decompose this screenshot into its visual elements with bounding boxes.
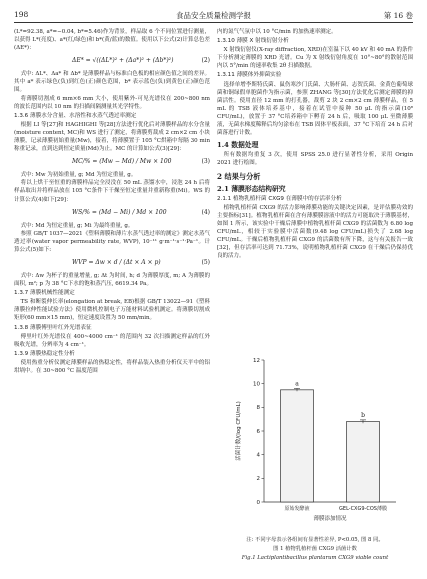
section-heading: 1.3.9 薄膜热稳定性分析 — [14, 350, 75, 357]
section-heading: 1.3.10 薄膜 X 射线衍射分析 — [217, 38, 289, 45]
equation-5: WVP = Δw × d / (Δt × A × p) (5) — [72, 258, 210, 266]
y-tick-label: 10 — [253, 381, 260, 388]
paragraph: (L*=92.38, a*=−0.04, b*=5.46)作为背景，样品取 6 个不同位置进行测量，以获得 L*(亮度)、a*(红/绿色)和 b*(黄/蓝)的数值。使用以下公式(2)计算总色差(ΔE*)： — [14, 29, 210, 52]
equation-3: MC/% = (Mw − Md) / Mw × 100 (3) — [72, 158, 210, 166]
significance-letter: a — [295, 380, 299, 388]
section-heading: 1.3.11 薄膜体外抑菌实验 — [217, 72, 282, 79]
paragraph: 将以上烘干至恒重的薄膜样品完全浸没在 50 mL 蒸馏水中，浸泡 24 h 后将样品取出并将样品放在 105 °C条件下干燥至恒定重量并重新称重(Mi)。WS 的计算公式(4)如下[29]： — [14, 180, 210, 203]
paragraph: 植物乳植杆菌 CXG9 的活力影响薄膜功能的关键决定因素，是评估膜功效的主要指标[31]。植物乳植杆菌在含有薄膜膜溶液中的活力可能取决于薄膜基材，如图 1 所示，该实验中干燥后薄膜中植物乳植杆菌 CXG9 的活菌数为 6.80 log CFU/mL，相较于实验膜中活菌数(9.48 log CFU/mL)损失了 2.68 log CFU/mL。干燥后植物乳植杆菌 CXG9 的活菌数有所下降，这与有关报告一致[32]，但存活率可达到 71.73%，说明植物乳植杆菌 CXG9 在干燥后仍保持优良的活力。 — [217, 204, 413, 260]
section-heading: 2.1.1 植物乳植杆菌 CXG9 在薄膜中的存活率分析 — [217, 195, 342, 202]
y-tick-label: 12 — [253, 357, 260, 364]
bar — [347, 422, 380, 502]
paragraph: 内的氮气气氛中以 10 °C/min 的加热速率测定。 — [217, 29, 337, 35]
page-number: 198 — [14, 10, 29, 19]
page-header — [14, 8, 413, 23]
paragraph: 将薄膜切割成 6 mm×6 mm 大小，使用紫外-可见光谱仪在 200~800 nm 的波长范围内以 10 nm 的扫描间隔测量其光学特性。 — [14, 95, 210, 110]
figure-caption-en: Fig.1 Lactiplantibacillus plantarum CXG9 viable count — [241, 555, 389, 561]
section-heading: 2 结果与分析 — [217, 171, 261, 181]
y-tick-label: 4 — [256, 452, 260, 459]
figure-note: 注: 不同字母表示各组间有显著性差异, P<0.05, 图 8 同。 — [246, 537, 384, 543]
equation-4: WS/% = (Md − Mi) / Md × 100 (4) — [72, 208, 210, 216]
section-heading: 1.4 数据处理 — [217, 141, 259, 150]
y-axis-label: 活菌计数/(log CFU/mL) — [236, 401, 242, 461]
x-axis-label: 薄膜添加情况 — [313, 516, 347, 522]
y-tick-label: 8 — [256, 405, 260, 412]
x-tick-label: 原始发酵液 — [284, 506, 310, 512]
paragraph: 式中: Mw 为初始重量, g; Md 为恒定重量, g。 — [20, 172, 137, 179]
paragraph: TS 和断裂伸长率(elongation at break, EB)根据 GB/T 13022—91《塑料 薄膜拉伸性能试验方法》使用微机控制电子万能材料试验机测定。将薄膜切割成矩形(60 mm×15 mm)，恒定速度设置为 50 mm/min。 — [14, 299, 210, 322]
left-column — [14, 28, 210, 375]
bar — [281, 390, 314, 502]
paragraph: 使用热重分析仪测定薄膜样品的热稳定性，将样品装入热重分析仪天平中的铝坩埚中。在 30~800 °C 温度范围 — [14, 359, 210, 374]
paragraph: X 射线衍射仪(X-ray diffraction, XRD)在室温下以 40 kV 和 40 mA 的条件下分析测定薄膜的 XRD 光谱。Cu 为 X 射线衍射角度在 10°~80°的散射范围内以 5°/min 的速率收集 2θ 扫描数据。 — [217, 47, 413, 70]
paragraph: 参照 GB/T 1037—2021《塑料薄膜和薄片水蒸气透过率的测定》测定水蒸气透过率(water vapor permeability rate, WVP), 10⁻¹¹ g·m⁻¹·s⁻¹·Pa⁻¹。计算公式(5)如下: — [14, 230, 210, 253]
figure-caption-cn: 图 1 植物乳植杆菌 CXG9 活菌计数 — [273, 546, 357, 552]
y-tick-label: 2 — [256, 476, 260, 483]
equation-2: ΔE* = √((ΔL*)² + (Δa*)² + (Δb*)²) (2) — [72, 57, 210, 65]
section-heading: 2.1 薄膜形态结构研究 — [217, 184, 286, 193]
paragraph: 式中: Δw 为杯子的重量增量, g; Δt 为时间, h; d 为薄膜厚度, m; A 为薄膜的面积, m²; p 为 38 °C下水的饱和蒸汽压, 6619.34 Pa。 — [14, 272, 210, 288]
right-column — [217, 28, 413, 260]
significance-letter: b — [361, 411, 365, 419]
paragraph: 式中: ΔL*、Δa* 和 Δb* 是薄膜样品与标准白色板的相应颜色值之间的差异。其中 a* 表示绿色(负)到红色(正)颜色范围，b* 表示蓝色(负)到黄色(正)颜色范围。 — [14, 71, 210, 94]
journal-name: 食品安全质量检测学报 — [176, 11, 251, 20]
paragraph: 式中: Md 为恒定重量, g; Mi 为最终重量, g。 — [20, 222, 134, 229]
section-heading: 1.3.6 薄膜水分含量、水溶性和水蒸气透过率测定 — [14, 112, 137, 119]
section-heading: 1.3.8 薄膜傅里叶红外光谱表征 — [14, 324, 92, 331]
y-tick-label: 0 — [256, 499, 260, 506]
section-heading: 1.3.7 薄膜机械性能测定 — [14, 290, 75, 297]
paragraph: 所有数据均重复 3 次，使用 SPSS 25.0 进行显著性分析，采用 Origin 2021 进行绘图。 — [217, 152, 413, 167]
paragraph: 选择单增李斯特氏菌、鼠伤寒沙门氏菌、大肠杆菌、志贺氏菌、金黄色葡萄球菌和铜绿假单胞菌作为指示菌，参照 ZHANG 等[30]方法优化后测定薄膜的抑菌活性。使用直径 12 mm 的打孔器，裁剪 2 块 2 cm×2 cm 薄膜样品，在 5 mL 的 TSB 液体培养基中，接着在试管中接种 50 μL 的指示菌(10⁸ CFU/mL)，放置于 37 °C培养箱中下孵育 24 h 后，吸取 100 μL 至微薄膜液，无菌水梯度稀释后均匀涂布在 TSB 固体平板表面，37 °C下培育 24 h 后对菌落进行计数。 — [217, 81, 413, 137]
x-tick-label: GEL-CXG9-COS薄膜 — [339, 506, 387, 512]
volume-label: 第 16 卷 — [383, 11, 413, 20]
viable-count-bar-chart — [232, 352, 402, 532]
paragraph: 傅里叶红外光谱仪在 400~4000 cm⁻¹ 的范围内 32 次扫描测定样品的红外吸收光谱，分辨率为 4 cm⁻¹。 — [14, 333, 210, 348]
y-tick-label: 6 — [256, 428, 260, 435]
paragraph: 根据 LI 等[27]和 HAGHIGHI 等[28]方法进行优化后对薄膜样品的水分含量(moisture content, MC)和 WS 进行了测定，将薄膜剪裁成 2 cm×2 cm 小块薄膜，记录薄膜初始重量(Mw)，接着，将薄膜置于 105 °C烘箱中每隔 30 min 称重记录，直到达到恒定质量(Md)为止。MC 的计算如公式(3)[29]： — [14, 121, 210, 153]
